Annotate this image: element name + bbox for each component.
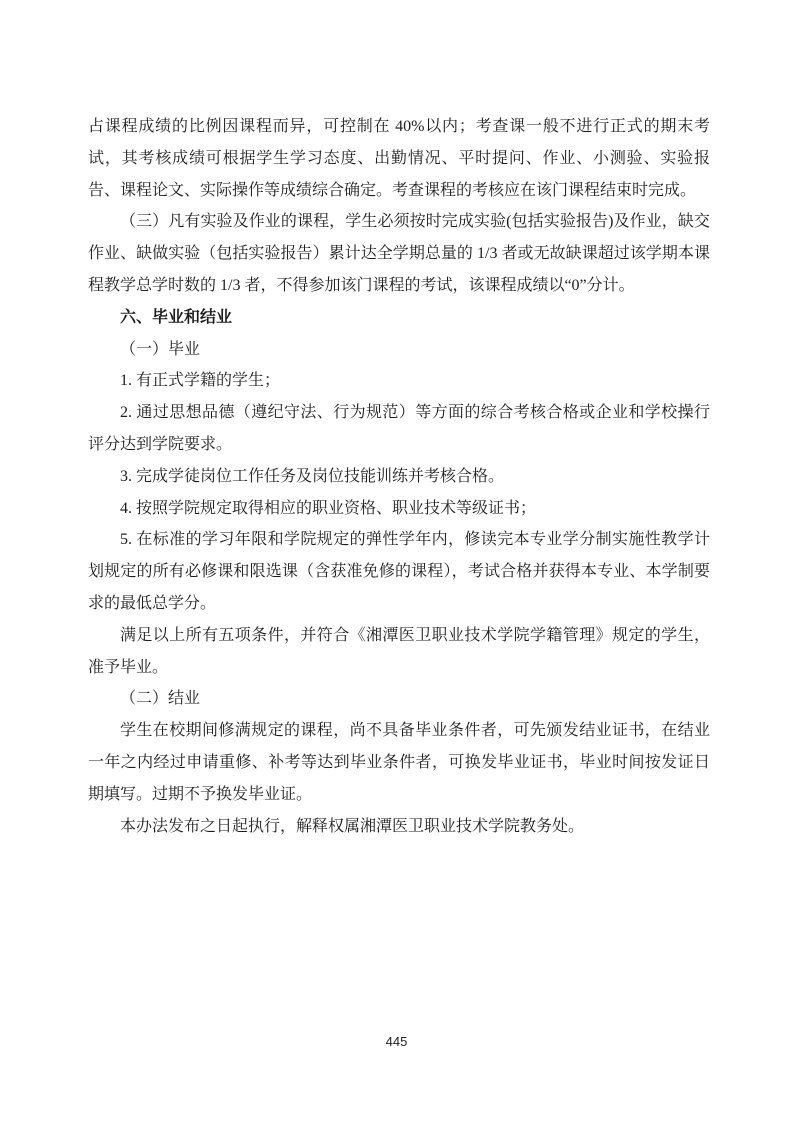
list-item-3-apprenticeship-tasks: 3. 完成学徒岗位工作任务及岗位技能训练并考核合格。 [120,467,505,485]
paragraph-exam-grading-continuation: 占课程成绩的比例因课程而异，可控制在 40%以内；考查课一般不进行正式的期末考试，其考核成绩可根据学生学习态度、出勤情况、平时提问、作业、小测验、实验报告、课程论文、实际操作等成绩综合确定。考查课程的考核应在该门课程结束时完成。 [88,118,710,199]
section-heading-graduation-completion: 六、毕业和结业 [120,308,233,326]
paragraph-effective-date-interpretation: 本办法发布之日起执行，解释权属湘潭医卫职业技术学院教务处。 [120,817,585,835]
paragraph-graduation-conditions-summary: 满足以上所有五项条件，并符合《湘潭医卫职业技术学院学籍管理》规定的学生，准予毕业。 [88,626,710,676]
paragraph-completion-certificate-rules: 学生在校期间修满规定的课程，尚不具备毕业条件者，可先颁发结业证书，在结业一年之内经过申请重修、补考等达到毕业条件者，可换发毕业证书，毕业时间按发证日期填写。过期不予换发毕业证。 [88,722,710,803]
list-item-4-vocational-certificates: 4. 按照学院规定取得相应的职业资格、职业技术等级证书； [120,499,537,517]
subsection-heading-completion: （二）结业 [120,690,201,708]
subsection-heading-graduation: （一）毕业 [120,340,201,358]
document-body [88,111,710,842]
list-item-5-credits-requirement: 5. 在标准的学习年限和学院规定的弹性学年内，修读完本专业学分制实施性教学计划规定的所有必修课和限选课（含获准免修的课程），考试合格并获得本专业、本学制要求的最低总学分。 [88,531,710,612]
list-item-1-official-enrollment: 1. 有正式学籍的学生； [120,372,281,390]
paragraph-rule-3-experiments-homework: （三）凡有实验及作业的课程，学生必须按时完成实验(包括实验报告)及作业，缺交作业、缺做实验（包括实验报告）累计达全学期总量的 1/3 者或无故缺课超过该学期本课程教学总学时数的 1/3 者，不得参加该门课程的考试，该课程成绩以“0”分计。 [88,213,710,294]
list-item-2-moral-assessment: 2. 通过思想品德（遵纪守法、行为规范）等方面的综合考核合格或企业和学校操行评分达到学院要求。 [88,404,710,453]
page-number: 445 [385,1034,408,1049]
